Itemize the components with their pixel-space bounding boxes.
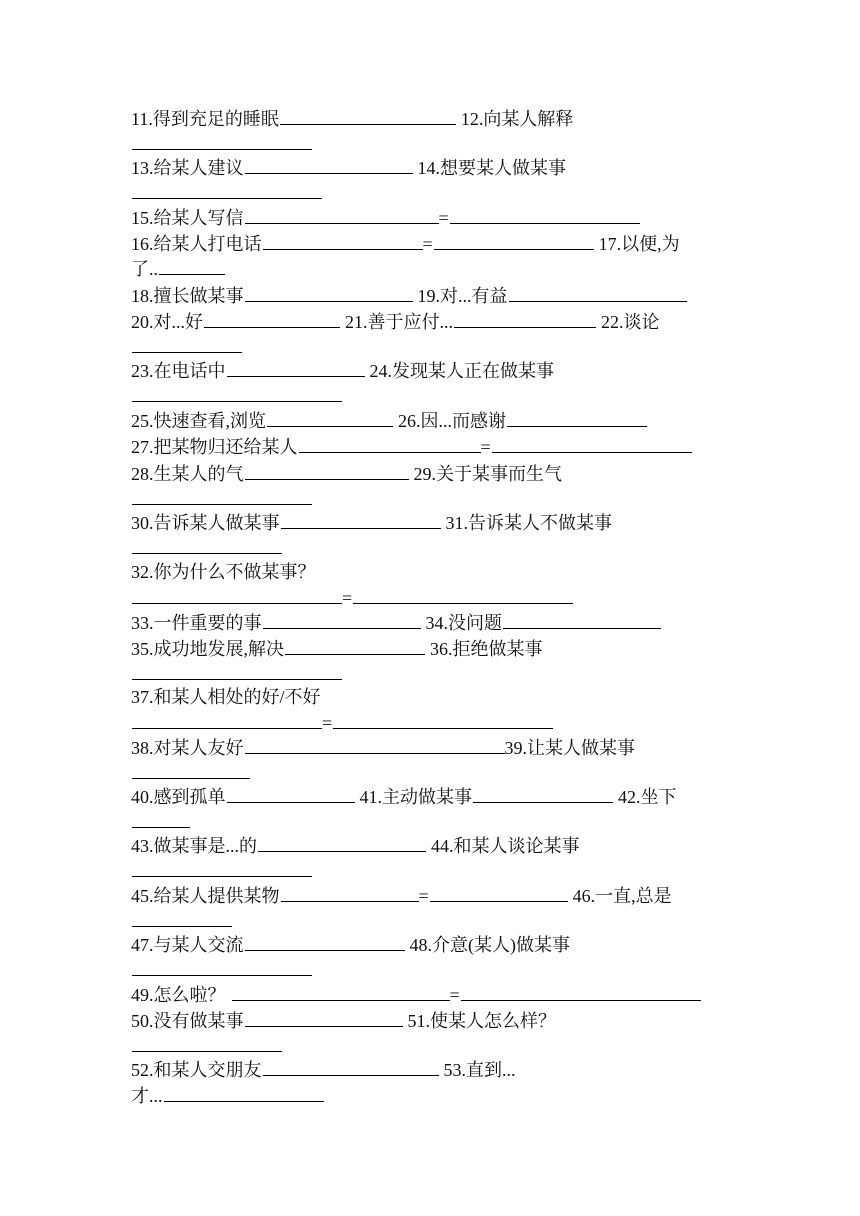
item-30: 30.告诉某人做某事 [131, 513, 280, 533]
blank-38[interactable] [245, 736, 505, 754]
item-18: 18.擅长做某事 [131, 286, 244, 306]
blank-53[interactable] [164, 1084, 324, 1102]
line-32 [131, 884, 672, 906]
blank-37b[interactable] [333, 711, 553, 729]
blank-51[interactable] [132, 1034, 282, 1052]
blank-45a[interactable] [281, 884, 419, 902]
line-36 [131, 983, 701, 1005]
blank-19[interactable] [509, 284, 687, 302]
line-1 [131, 107, 573, 129]
blank-23[interactable] [227, 359, 365, 377]
line-5 [131, 206, 640, 228]
line-33 [131, 909, 232, 931]
equals-27: = [480, 437, 491, 457]
line-26 [131, 736, 635, 758]
line-11 [131, 359, 554, 381]
item-26: 26.因...而感谢 [398, 411, 506, 431]
item-12: 12.向某人解释 [460, 109, 574, 129]
blank-46[interactable] [132, 909, 232, 927]
item-41: 41.主动做某事 [359, 787, 472, 807]
blank-16a[interactable] [263, 232, 423, 250]
blank-22[interactable] [132, 335, 242, 353]
item-52: 52.和某人交朋友 [131, 1060, 262, 1080]
line-29 [131, 810, 190, 832]
equals-15: = [438, 208, 449, 228]
item-27: 27.把某物归还给某人 [131, 437, 298, 457]
line-7 [131, 257, 225, 279]
blank-47[interactable] [245, 933, 405, 951]
item-19: 19.对...有益 [417, 286, 508, 306]
item-50: 50.没有做某事 [131, 1011, 244, 1031]
equals-45: = [418, 886, 429, 906]
blank-27a[interactable] [299, 435, 481, 453]
line-6 [131, 232, 680, 254]
line-37 [131, 1009, 556, 1031]
line-18 [131, 536, 282, 558]
item-17-cont: 了.. [131, 259, 158, 279]
item-47: 47.与某人交流 [131, 935, 244, 955]
blank-32b[interactable] [353, 586, 573, 604]
item-25: 25.快速查看,浏览 [131, 411, 266, 431]
line-22 [131, 637, 543, 659]
item-33: 33.一件重要的事 [131, 613, 262, 633]
item-24: 24.发现某人正在做某事 [369, 361, 554, 381]
blank-37a[interactable] [132, 711, 322, 729]
item-34: 34.没问题 [425, 613, 502, 633]
item-17: 17.以便,为 [598, 234, 680, 254]
line-40 [131, 1084, 324, 1106]
blank-30[interactable] [281, 511, 441, 529]
item-35: 35.成功地发展,解决 [131, 639, 284, 659]
blank-50[interactable] [245, 1009, 403, 1027]
line-25 [131, 711, 553, 733]
item-37: 37.和某人相处的好/不好 [131, 687, 321, 707]
item-49: 49.怎么啦？ [131, 985, 226, 1005]
item-13: 13.给某人建议 [131, 158, 244, 178]
line-15 [131, 462, 562, 484]
item-16: 16.给某人打电话 [131, 234, 262, 254]
item-40: 40.感到孤单 [131, 787, 226, 807]
item-44: 44.和某人谈论某事 [431, 836, 580, 856]
item-42: 42.坐下 [618, 787, 677, 807]
item-20: 20.对...好 [131, 312, 203, 332]
blank-32a[interactable] [132, 586, 342, 604]
line-30 [131, 834, 580, 856]
item-48: 48.介意(某人)做某事 [409, 935, 570, 955]
line-2 [131, 132, 312, 154]
blank-44[interactable] [132, 859, 312, 877]
blank-41[interactable] [473, 785, 613, 803]
blank-13[interactable] [245, 156, 413, 174]
equals-16: = [422, 234, 433, 254]
line-20 [131, 586, 573, 608]
blank-40[interactable] [227, 785, 355, 803]
line-3 [131, 156, 566, 178]
line-17 [131, 511, 612, 533]
blank-35[interactable] [285, 637, 425, 655]
blank-18[interactable] [245, 284, 413, 302]
blank-29[interactable] [132, 487, 312, 505]
blank-21[interactable] [454, 310, 596, 328]
item-51: 51.使某人怎么样？ [407, 1011, 556, 1031]
blank-45b[interactable] [430, 884, 568, 902]
line-24 [131, 686, 321, 708]
blank-14[interactable] [132, 181, 322, 199]
blank-28[interactable] [245, 462, 409, 480]
equals-37: = [322, 713, 333, 733]
item-31: 31.告诉某人不做某事 [445, 513, 612, 533]
line-34 [131, 933, 570, 955]
item-23: 23.在电话中 [131, 361, 226, 381]
blank-31[interactable] [132, 536, 282, 554]
item-53: 53.直到... [443, 1060, 516, 1080]
line-12 [131, 384, 342, 406]
blank-33[interactable] [263, 611, 421, 629]
item-46: 46.一直,总是 [572, 886, 672, 906]
line-4 [131, 181, 322, 203]
line-21 [131, 611, 661, 633]
blank-48[interactable] [132, 958, 312, 976]
equals-49: = [449, 985, 460, 1005]
blank-43[interactable] [258, 834, 426, 852]
line-19 [131, 561, 316, 583]
line-27 [131, 761, 250, 783]
blank-16b[interactable] [434, 232, 594, 250]
blank-36[interactable] [132, 662, 342, 680]
item-45: 45.给某人提供某物 [131, 886, 280, 906]
item-29: 29.关于某事而生气 [413, 464, 562, 484]
line-8 [131, 284, 687, 306]
blank-25[interactable] [267, 409, 393, 427]
blank-26[interactable] [507, 409, 647, 427]
item-39: 39.让某人做某事 [504, 738, 635, 758]
item-14: 14.想要某人做某事 [417, 158, 566, 178]
item-21: 21.善于应付... [345, 312, 453, 332]
blank-11[interactable] [280, 107, 456, 125]
blank-24[interactable] [132, 384, 342, 402]
blank-39[interactable] [132, 761, 250, 779]
line-14 [131, 435, 692, 457]
blank-27b[interactable] [492, 435, 692, 453]
blank-49b[interactable] [461, 983, 701, 1001]
line-38 [131, 1034, 282, 1056]
blank-52[interactable] [263, 1058, 439, 1076]
blank-17[interactable] [159, 257, 225, 275]
line-35 [131, 958, 312, 980]
blank-20[interactable] [204, 310, 340, 328]
item-43: 43.做某事是...的 [131, 836, 257, 856]
blank-12[interactable] [132, 132, 312, 150]
blank-34[interactable] [503, 611, 661, 629]
line-39 [131, 1058, 516, 1080]
line-9 [131, 310, 660, 332]
item-11: 11.得到充足的睡眠 [131, 109, 279, 129]
line-28 [131, 785, 677, 807]
item-28: 28.生某人的气 [131, 464, 244, 484]
item-53-cont: 才... [131, 1086, 163, 1106]
item-36: 36.拒绝做某事 [430, 639, 543, 659]
blank-42[interactable] [132, 810, 190, 828]
equals-32: = [342, 588, 353, 608]
item-15: 15.给某人写信 [131, 208, 244, 228]
line-31 [131, 859, 312, 881]
item-32: 32.你为什么不做某事？ [131, 562, 316, 582]
item-38: 38.对某人友好 [131, 738, 244, 758]
line-23 [131, 662, 342, 684]
line-10 [131, 335, 242, 357]
item-22: 22.谈论 [601, 312, 660, 332]
blank-15b[interactable] [450, 206, 640, 224]
blank-49a[interactable] [232, 983, 450, 1001]
line-13 [131, 409, 647, 431]
blank-15a[interactable] [245, 206, 439, 224]
line-16 [131, 487, 312, 509]
